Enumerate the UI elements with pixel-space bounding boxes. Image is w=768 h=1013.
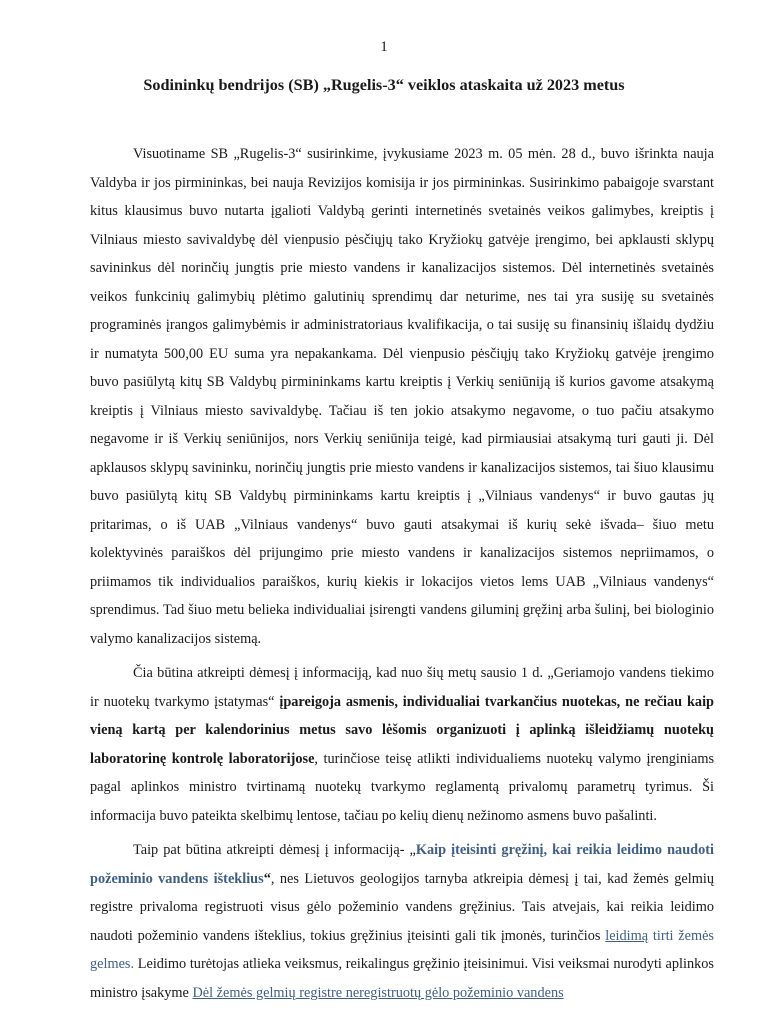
paragraph-3-middle: , nes Lietuvos geologijos tarnyba atkreipia dėmesį į tai, kad žemės gelmių registre privaloma registruoti visus gėlo požeminio vandens gręžinius. Tais atvejais, kai reikia leidimo naudoti požeminio vandens išteklius, tokius gręžinius įteisinti gali tik įmonės, turinčios <box>90 870 714 944</box>
permit-link[interactable]: leidimą <box>605 927 649 944</box>
drilling-legalization-link[interactable]: Kaip įteisinti gręžinį, kai reikia leidimo naudoti požeminio vandens išteklius <box>90 842 714 887</box>
paragraph-2-rest: , turinčiose teisę atlikti individualiems nuotekų valymo įrenginiams pagal aplinkos ministro tvirtinamą nuotekų tvarkymo reglamentą privalomų parametrų tyrimus. Ši informacija buvo pateikta skelbimų lentose, tačiau po kelių dienų nežinomo asmens buvo pašalinti. <box>90 750 715 824</box>
paragraph-3-intro: Taip pat būtina atkreipti dėmesį į informaciją- „ <box>133 842 416 858</box>
paragraph-3 <box>90 836 714 1007</box>
page-number: 1 <box>380 39 388 55</box>
paragraph-2-intro: Čia būtina atkreipti dėmesį į informaciją, kad nuo šių metų sausio 1 d. „Geriamojo vandens tiekimo ir nuotekų tvarkymo įstatymas“ <box>90 665 714 710</box>
permit-link-continuation[interactable]: tirti žemės gelmes. <box>90 927 714 972</box>
paragraph-1: Visuotiname SB „Rugelis-3“ susirinkime, įvykusiame 2023 m. 05 mėn. 28 d., buvo išrinkta nauja Valdyba ir jos pirmininkas, bei nauja Revizijos komisija ir jos pirmininkas. Susirinkimo pabaigoje svarstant kitus klausimus buvo nutarta įgalioti Valdybą gerinti internetinės svetainės veikos galimybes, kreiptis į Vilniaus miesto savivaldybę dėl vienpusio pėsčiųjų tako Kryžiokų gatvėje įrengimo, bei apklausti sklypų savininkus dėl norinčių jungtis prie miesto vandens ir kanalizacijos sistemos. Dėl internetinės svetainės veikos funkcinių galimybių plėtimo galutinių sprendimų dar neturime, nes tai yra susiję su svetainės programinės įrangos galimybėmis ir administratoriaus kvalifikacija, o tai susiję su finansinių išlaidų dydžiu ir numatyta 500,00 EU suma yra nepakankama. Dėl vienpusio pėsčiųjų tako Kryžiokų gatvėje įrengimo buvo pasiūlytą kitų SB Valdybų pirmininkams kartu kreiptis į Verkių seniūniją iš kurios gavome atsakymą kreiptis į Vilniaus miesto savivaldybę. Tačiau iš ten jokio atsakymo negavome, o tuo pačiu atsakymo negavome ir iš Verkių seniūnijos, nors Verkių seniūnija teigė, kad pirmiausiai atsakymą turi gauti ji. Dėl apklausos sklypų savininku, norinčių jungtis prie miesto vandens ir kanalizacijos sistemos, tai šiuo klausimu buvo pasiūlytą kitų SB Valdybų pirmininkams kartu kreiptis į „Vilniaus vandenys“ ir buvo gautas jų pritarimas, o iš UAB „Vilniaus vandenys“ buvo gauti atsakymai iš kurių sekė išvada– šiuo metu kolektyvinės paraiškos dėl prijungimo prie miesto vandens ir kanalizacijos sistemos nepriimamos, o priimamos tik individualios paraiškos, kurių kiekis ir lokacijos vietos lems UAB „Vilniaus vandenys“ sprendimus. Tad šiuo metu belieka individualiai įsirengti vandens giluminį gręžinį arba šulinį, bei biologinio valymo kanalizacijos sistemą. <box>90 146 714 647</box>
paragraph-3-quote-close: “ <box>263 870 271 887</box>
paragraph-2 <box>90 659 714 830</box>
document-body <box>90 140 714 1013</box>
document-title: Sodininkų bendrijos (SB) „Rugelis-3“ veiklos ataskaita už 2023 metus <box>143 76 625 94</box>
ministry-order-link[interactable]: Dėl žemės gelmių registre neregistruotų gėlo požeminio vandens <box>192 984 564 1001</box>
paragraph-3-rest: Leidimo turėtojas atlieka veiksmus, reikalingus gręžinio įteisinimui. Visi veiksmai nurodyti aplinkos ministro įsakyme <box>90 956 714 1001</box>
paragraph-2-obligation-bold: įpareigoja asmenis, individualiai tvarkančius nuotekas, ne rečiau kaip vieną kartą per kalendorinius metus savo lėšomis organizuoti į aplinką išleidžiamų nuotekų laboratorinę kontrolę laboratorijose <box>90 693 714 767</box>
